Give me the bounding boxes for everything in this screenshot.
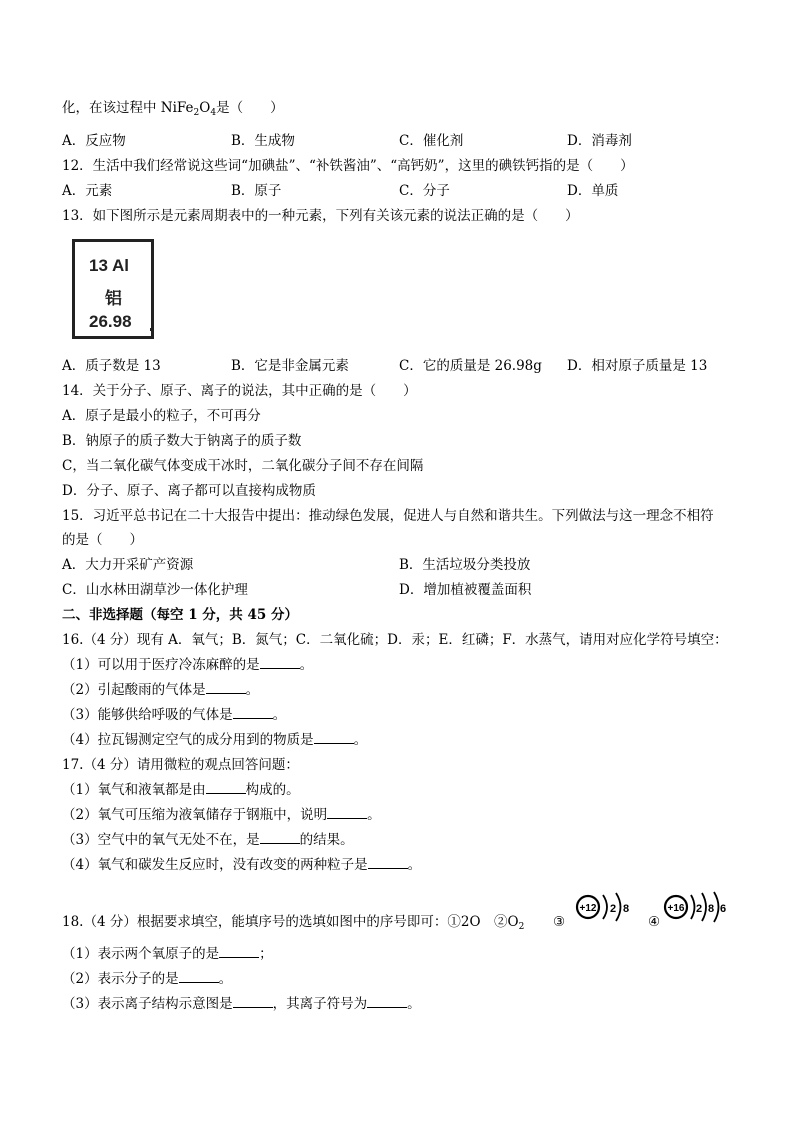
nucleus-charge: +12 — [579, 903, 597, 914]
q11-option-c: C．催化剂 — [399, 133, 464, 149]
shell-electrons: 2 — [696, 903, 703, 915]
q12-stem: 12．生活中我们经常说这些词“加碘盐”、“补铁酱油”、“高钙奶”，这里的碘铁钙指的是（ ） — [62, 158, 634, 174]
q15-stem-line2: 的是（ ） — [62, 532, 143, 548]
answer-blank[interactable] — [219, 945, 259, 958]
q17-item-1: （1）氧气和液氧都是由 构成的。 — [62, 782, 300, 798]
element-number-symbol: 13 Al — [89, 256, 130, 275]
q14-option-d: D．分子、原子、离子都可以直接构成物质 — [62, 483, 316, 499]
q12-option-a: A．元素 — [62, 183, 113, 199]
atom-structure-diagram-4 — [662, 890, 734, 926]
electron-shell-arc — [702, 893, 706, 921]
shell-electrons: 8 — [623, 903, 630, 915]
q15-stem-line1: 15．习近平总书记在二十大报告中提出：推动绿色发展，促进人与自然和谐共生。下列做法与这一理念不相符 — [62, 508, 714, 524]
shell-electrons: 6 — [720, 903, 727, 915]
answer-blank[interactable] — [206, 681, 246, 694]
q14-option-c: C，当二氧化碳气体变成干冰时，二氧化碳分子间不存在间隔 — [62, 458, 424, 474]
electron-shell-arc — [714, 892, 719, 922]
electron-shell-arc — [616, 893, 621, 921]
q13-stem: 13．如下图所示是元素周期表中的一种元素，下列有关该元素的说法正确的是（ ） — [62, 208, 579, 224]
q17-item-2: （2）氧气可压缩为液氧储存于钢瓶中，说明 。 — [62, 807, 381, 823]
answer-blank[interactable] — [233, 995, 273, 1008]
answer-blank[interactable] — [179, 970, 219, 983]
q12-option-d: D．单质 — [567, 183, 619, 199]
q16-item-3: （3）能够供给呼吸的气体是 。 — [62, 707, 287, 723]
periodic-element-card — [72, 239, 154, 339]
q16-item-4: （4）拉瓦锡测定空气的成分用到的物质是 。 — [62, 732, 368, 748]
q13-option-d: D．相对原子质量是 13 — [567, 358, 708, 374]
atom-structure-diagram-3 — [572, 890, 644, 926]
q12-option-b: B．原子 — [231, 183, 282, 199]
q16-item-2: （2）引起酸雨的气体是 。 — [62, 682, 260, 698]
answer-blank[interactable] — [206, 781, 246, 794]
answer-blank[interactable] — [367, 995, 407, 1008]
q18-mark-4: ④ — [648, 914, 661, 930]
q14-option-a: A．原子是最小的粒子，不可再分 — [62, 408, 261, 424]
q13-option-c: C．它的质量是 26.98g — [399, 358, 542, 374]
q18-mark-3: ③ — [553, 914, 566, 930]
q13-option-b: B．它是非金属元素 — [231, 358, 349, 374]
q12-option-c: C．分子 — [399, 183, 450, 199]
answer-blank[interactable] — [327, 806, 367, 819]
q16-item-1: （1）可以用于医疗冷冻麻醉的是 。 — [62, 657, 314, 673]
q11-stem-tail: 化，在该过程中 $NiFe_2O_4$是（ ） — [62, 100, 284, 118]
q15-option-d: D．增加植被覆盖面积 — [399, 582, 532, 598]
q17-stem: 17.（4 分）请用微粒的观点回答问题： — [62, 757, 299, 773]
q15-option-a: A．大力开采矿产资源 — [62, 557, 194, 573]
q11-option-a: A．反应物 — [62, 133, 126, 149]
q17-item-4: （4）氧气和碳发生反应时，没有改变的两种粒子是 。 — [62, 857, 422, 873]
shell-electrons: 2 — [610, 903, 617, 915]
nucleus-charge: +16 — [667, 903, 685, 914]
q11-option-b: B．生成物 — [231, 133, 295, 149]
q14-stem: 14．关于分子、原子、离子的说法，其中正确的是（ ） — [62, 383, 417, 399]
q13-option-a: A．质子数是 13 — [62, 358, 161, 374]
element-mass: 26.98 — [89, 312, 132, 331]
shell-electrons: 8 — [708, 903, 715, 915]
q16-stem: 16.（4 分）现有 A．氧气；B．氮气；C．二氧化硫；D．汞；E．红磷；F．水蒸气，请用对应化学符号填空： — [62, 632, 728, 648]
q15-option-c: C．山水林田湖草沙一体化护理 — [62, 582, 248, 598]
q18-stem: 18.（4 分）根据要求填空，能填序号的选填如图中的序号即可：①2O $②O_2$ — [62, 914, 525, 932]
section-title: 二、非选择题（每空 1 分，共 45 分） — [62, 607, 298, 623]
q17-item-3: （3）空气中的氧气无处不在，是 的结果。 — [62, 832, 354, 848]
element-name: 铝 — [105, 289, 122, 309]
q18-item-3: （3）表示离子结构示意图是 ，其离子符号为 。 — [62, 996, 421, 1012]
q15-option-b: B．生活垃圾分类投放 — [399, 557, 531, 573]
q11-option-d: D．消毒剂 — [567, 133, 632, 149]
answer-blank[interactable] — [260, 831, 300, 844]
q14-option-b: B．钠原子的质子数大于钠离子的质子数 — [62, 433, 302, 449]
q18-item-2: （2）表示分子的是 。 — [62, 971, 233, 987]
q18-item-1: （1）表示两个氧原子的是 ； — [62, 946, 273, 962]
answer-blank[interactable] — [233, 706, 273, 719]
electron-shell-arc — [603, 895, 607, 919]
answer-blank[interactable] — [368, 856, 408, 869]
answer-blank[interactable] — [260, 656, 300, 669]
electron-shell-arc — [691, 895, 695, 919]
scan-dot — [150, 328, 153, 331]
answer-blank[interactable] — [314, 731, 354, 744]
